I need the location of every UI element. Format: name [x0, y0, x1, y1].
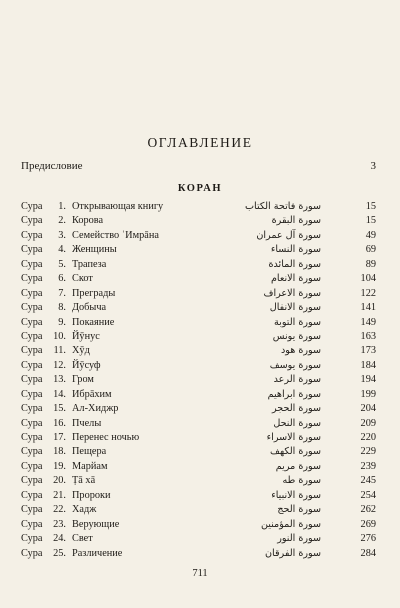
sura-number: 25.	[53, 547, 66, 559]
sura-arabic-title: سورة الحجر	[272, 403, 321, 415]
sura-arabic-title: سورة المؤمنين	[260, 518, 321, 530]
sura-page: 254	[360, 489, 376, 501]
sura-word: Сура	[21, 504, 43, 516]
sura-number: 12.	[53, 359, 66, 371]
sura-arabic-title: سورة النحل	[273, 417, 321, 429]
sura-page: 15	[365, 215, 376, 227]
sura-word: Сура	[21, 258, 43, 270]
sura-page: 149	[360, 316, 376, 328]
toc-entry	[21, 229, 376, 243]
section-heading: КОРАН	[177, 183, 223, 194]
toc-entry	[21, 402, 376, 416]
sura-arabic-title: سورة طه	[282, 475, 321, 487]
sura-word: Сура	[21, 330, 43, 342]
sura-word: Сура	[21, 287, 43, 299]
sura-arabic-title: سورة النور	[277, 533, 321, 545]
sura-word: Сура	[21, 374, 43, 386]
sura-title: Верующие	[72, 518, 120, 530]
sura-word: Сура	[21, 359, 43, 371]
sura-page: 204	[360, 403, 376, 415]
toc-entry	[21, 258, 376, 272]
sura-word: Сура	[21, 316, 43, 328]
preface-label: Предисловие	[21, 160, 83, 172]
sura-arabic-title: سورة الرعد	[273, 374, 321, 386]
toc-entry	[21, 431, 376, 445]
toc-entry	[21, 489, 376, 503]
sura-title: Гром	[72, 374, 94, 386]
sura-arabic-title: سورة الانفال	[269, 302, 321, 314]
sura-word: Сура	[21, 244, 43, 256]
sura-arabic-title: سورة الكهف	[270, 446, 321, 458]
sura-number: 7.	[58, 287, 66, 299]
sura-page: 229	[360, 446, 376, 458]
sura-title: Добыча	[72, 302, 107, 314]
sura-title: Пещера	[72, 446, 107, 458]
sura-arabic-title: سورة الانعام	[270, 273, 321, 285]
sura-number: 5.	[58, 258, 66, 270]
sura-number: 2.	[58, 215, 66, 227]
toc-entry	[21, 460, 376, 474]
sura-number: 13.	[53, 374, 66, 386]
sura-number: 23.	[53, 518, 66, 530]
toc-entry	[21, 518, 376, 532]
sura-arabic-title: سورة الاسراء	[266, 432, 321, 443]
sura-arabic-title: سورة الحج	[277, 504, 321, 516]
sura-title: Пророки	[72, 489, 111, 501]
sura-number: 6.	[58, 273, 66, 285]
toc-entry	[21, 445, 376, 459]
sura-word: Сура	[21, 489, 43, 501]
sura-page: 199	[360, 388, 376, 400]
sura-title: Скот	[72, 273, 93, 285]
sura-page: 173	[360, 345, 376, 357]
sura-page: 69	[365, 244, 376, 256]
sura-arabic-title: سورة فاتحة الكتاب	[244, 201, 321, 212]
sura-word: Сура	[21, 460, 43, 472]
toc-entry	[21, 344, 376, 358]
preface-page: 3	[370, 160, 376, 172]
toc-entry	[21, 373, 376, 387]
sura-title: Покаяние	[72, 316, 115, 328]
sura-page: 269	[360, 518, 376, 530]
toc-entry	[21, 316, 376, 330]
sura-page: 15	[365, 201, 376, 212]
table-of-contents	[21, 200, 376, 561]
sura-word: Сура	[21, 475, 43, 487]
sura-word: Сура	[21, 432, 43, 443]
sura-page: 104	[360, 273, 376, 285]
sura-arabic-title: سورة هود	[281, 345, 321, 357]
sura-title: Ṭā хā	[72, 475, 96, 487]
toc-entry	[21, 214, 376, 228]
sura-arabic-title: سورة الاعراف	[263, 287, 321, 299]
toc-entry	[21, 532, 376, 546]
sura-page: 262	[360, 504, 376, 516]
sura-title: Преграды	[72, 287, 116, 299]
page-title: ОГЛАВЛЕНИЕ	[147, 135, 253, 150]
sura-page: 141	[360, 302, 376, 314]
sura-title: Пчелы	[72, 417, 102, 429]
sura-title: Семейство ʿИмрāна	[72, 229, 159, 241]
sura-title: Свет	[72, 533, 93, 545]
sura-title: Корова	[72, 215, 104, 227]
sura-number: 16.	[53, 417, 66, 429]
sura-word: Сура	[21, 417, 43, 429]
sura-title: Марйам	[72, 460, 108, 472]
toc-entry	[21, 200, 376, 214]
sura-number: 22.	[53, 504, 66, 516]
sura-number: 19.	[53, 460, 66, 472]
toc-entry	[21, 359, 376, 373]
page-number: 711	[192, 568, 208, 579]
sura-page: 49	[365, 229, 376, 241]
toc-entry	[21, 330, 376, 344]
preface-entry	[21, 160, 376, 172]
toc-entry	[21, 287, 376, 301]
sura-title: Женщины	[72, 244, 117, 256]
sura-number: 11.	[53, 345, 66, 357]
toc-entry	[21, 417, 376, 431]
sura-number: 8.	[58, 302, 66, 314]
sura-word: Сура	[21, 403, 43, 415]
sura-arabic-title: سورة الانبياء	[271, 489, 321, 501]
sura-word: Сура	[21, 388, 43, 400]
sura-title: Различение	[72, 547, 123, 559]
toc-entry	[21, 272, 376, 286]
sura-title: Йӯсуф	[72, 359, 101, 371]
sura-title: Открывающая книгу	[72, 201, 164, 212]
sura-page: 163	[360, 330, 376, 342]
sura-number: 24.	[53, 533, 66, 545]
sura-title: Хӯд	[72, 345, 90, 357]
sura-page: 284	[360, 547, 376, 559]
sura-arabic-title: سورة يوسف	[269, 359, 321, 371]
sura-word: Сура	[21, 446, 43, 458]
sura-number: 17.	[53, 432, 66, 443]
sura-arabic-title: سورة ابراهيم	[267, 388, 321, 400]
sura-page: 209	[360, 417, 376, 429]
sura-number: 3.	[58, 229, 66, 241]
sura-word: Сура	[21, 547, 43, 559]
sura-title: Ибрāхим	[72, 388, 112, 400]
sura-word: Сура	[21, 345, 43, 357]
sura-title: Перенес ночью	[72, 432, 140, 443]
sura-title: Трапеза	[72, 258, 107, 270]
sura-arabic-title: سورة الفرقان	[265, 547, 321, 559]
sura-page: 184	[360, 359, 376, 371]
toc-entry	[21, 474, 376, 488]
sura-word: Сура	[21, 201, 43, 212]
sura-number: 18.	[53, 446, 66, 458]
toc-entry	[21, 503, 376, 517]
sura-arabic-title: سورة آل عمران	[256, 229, 321, 241]
toc-entry	[21, 547, 376, 561]
sura-page: 276	[360, 533, 376, 545]
sura-arabic-title: سورة النساء	[270, 244, 321, 256]
sura-title: Хадж	[72, 504, 97, 516]
toc-entry	[21, 243, 376, 257]
sura-number: 15.	[53, 403, 66, 415]
toc-entry	[21, 301, 376, 315]
toc-entry	[21, 388, 376, 402]
sura-title: Йӯнус	[72, 330, 100, 342]
sura-arabic-title: سورة مريم	[275, 460, 321, 472]
sura-word: Сура	[21, 273, 43, 285]
sura-number: 10.	[53, 330, 66, 342]
sura-word: Сура	[21, 518, 43, 530]
sura-word: Сура	[21, 533, 43, 545]
sura-number: 14.	[53, 388, 66, 400]
sura-title: Ал-Хиджр	[72, 403, 119, 415]
sura-word: Сура	[21, 229, 43, 241]
sura-page: 239	[360, 460, 376, 472]
sura-arabic-title: سورة التوبة	[274, 316, 321, 328]
sura-number: 9.	[58, 316, 66, 328]
sura-arabic-title: سورة يونس	[272, 330, 321, 342]
sura-page: 194	[360, 374, 376, 386]
sura-page: 122	[360, 287, 376, 299]
sura-arabic-title: سورة المائدة	[268, 258, 321, 270]
sura-page: 89	[365, 258, 376, 270]
sura-number: 21.	[53, 489, 66, 501]
sura-number: 4.	[58, 244, 66, 256]
sura-number: 1.	[58, 201, 66, 212]
sura-number: 20.	[53, 475, 66, 487]
sura-word: Сура	[21, 215, 43, 227]
sura-word: Сура	[21, 302, 43, 314]
sura-page: 245	[360, 475, 376, 487]
sura-page: 220	[360, 432, 376, 443]
sura-arabic-title: سورة البقرة	[271, 215, 321, 227]
